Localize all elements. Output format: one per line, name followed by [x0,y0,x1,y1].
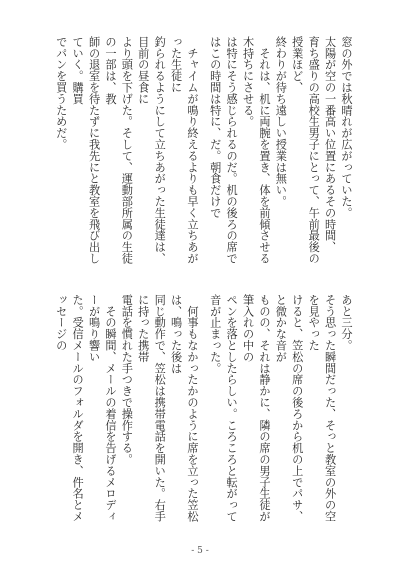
text-column-upper-right [206,36,354,272]
page-number: - 5 - [191,546,209,556]
body-text-upper-right: 窓の外では秋晴れが広がっていた。 太陽が空の一番高い位置にあるその時間、 育ち盛りの高校生男子にとって、午前最後の授業ほど、 終わりが待ち遠しい授業は無い。 それは、机に両腕を置き、体を前傾させる木持ちにさせる。 は特にそう感じられるのだ。机の後ろの席ではこの時間は特に、だ。朝食だけで [208,36,353,264]
text-column-lower-left [52,294,200,530]
body-text-lower-left: 何事もなかったかのように席を立った笠松は、鳴った後は 同じ動作で、笠松は携帯電話を開いた。右手に持った携帯 電話を慣れた手つきで操作する。 その瞬間、メールの着信を告げるメロディーが鳴り響い た。受信メールのフォルダを開き、件名とメッセージの [54,294,199,522]
text-column-upper-left [52,36,200,272]
text-column-lower-right [206,294,354,530]
body-text-lower-right: あと三分。 そう思った瞬間だった、そっと教室の外の空を見やった けると、笠松の席の後ろから机の上でパサ、と微かな音が ものの、それは静かに、隣の席の男子生徒が筆入れの中の ペンを落としたらしい。ころころと転がって音が止まった。 [208,294,353,522]
body-text-upper-left: チャイムが鳴り終えるよりも早く立ちあがった生徒に 釣られるようにして立ちあがった生徒達は、目前の昼食に より頭を下げた。そして、運動部所属の生徒の一部は、教 師の退室を待たずに我先にと教室を飛び出していく。購買 でパンを買うためだ。 [54,36,199,264]
